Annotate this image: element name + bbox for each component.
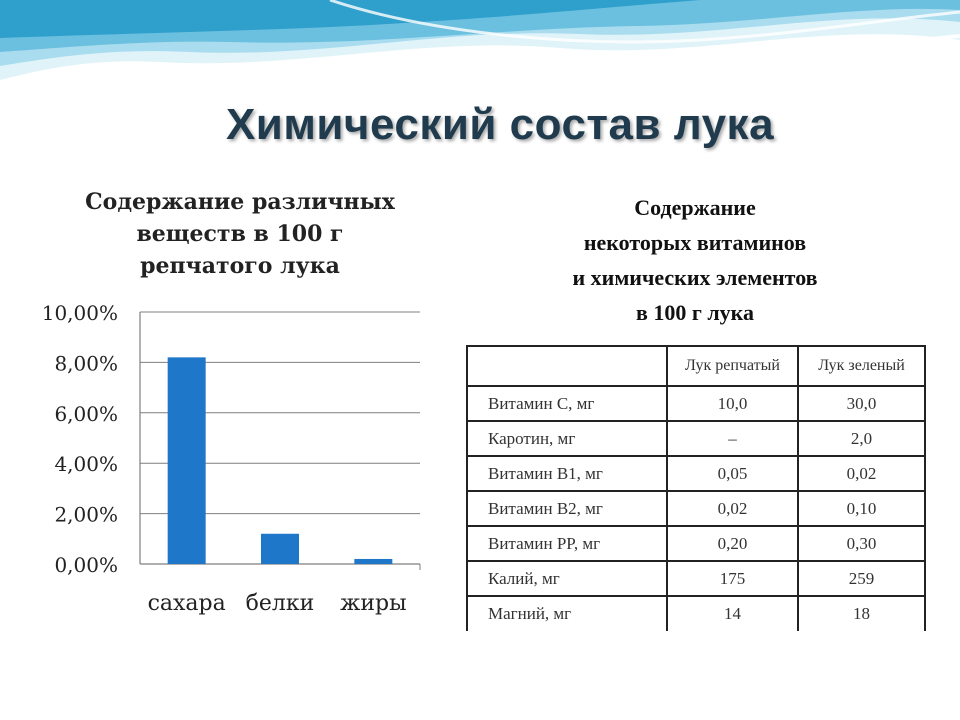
header-cell: Лук репчатый — [667, 346, 798, 386]
cell-value: 14 — [667, 596, 798, 631]
table-row — [467, 421, 925, 456]
cell-value: 0,10 — [798, 491, 925, 526]
cell-value: 0,02 — [798, 456, 925, 491]
row-label: Витамин PP, мг — [467, 526, 667, 561]
table-row — [467, 456, 925, 491]
header-cell: Лук зеленый — [798, 346, 925, 386]
x-tick-label: жиры — [340, 591, 407, 616]
bar-chart — [0, 290, 440, 620]
x-tick-labels — [148, 591, 407, 616]
table-row — [467, 596, 925, 631]
header-cell — [467, 346, 667, 386]
cell-value: 0,05 — [667, 456, 798, 491]
vitamins-table — [466, 345, 926, 631]
chart-caption: Содержание различных веществ в 100 г репчатого лука — [85, 189, 395, 279]
table-caption-line: некоторых витаминов — [583, 230, 807, 255]
table-row — [467, 561, 925, 596]
table-caption-line: Содержание — [634, 195, 756, 220]
cell-value: 0,02 — [667, 491, 798, 526]
cell-value: 0,30 — [798, 526, 925, 561]
bar-1 — [168, 357, 206, 564]
y-tick-label: 10,00% — [41, 301, 118, 325]
table-row — [467, 526, 925, 561]
table-row — [467, 386, 925, 421]
y-tick-label: 0,00% — [54, 553, 118, 577]
cell-value: 2,0 — [798, 421, 925, 456]
x-tick-label: сахара — [147, 591, 226, 616]
row-label: Магний, мг — [467, 596, 667, 631]
table-caption-line: в 100 г лука — [635, 300, 755, 325]
table-caption — [530, 190, 860, 330]
cell-value: 175 — [667, 561, 798, 596]
cell-value: – — [667, 421, 798, 456]
cell-value: 18 — [798, 596, 925, 631]
row-label: Витамин B2, мг — [467, 491, 667, 526]
y-tick-labels — [42, 301, 118, 577]
x-tick-label: белки — [245, 591, 315, 616]
chart-bars — [168, 357, 393, 564]
table-row — [467, 491, 925, 526]
cell-value: 0,20 — [667, 526, 798, 561]
y-tick-label: 2,00% — [54, 502, 118, 527]
cell-value: 259 — [798, 561, 925, 596]
y-tick-label: 8,00% — [54, 351, 118, 376]
table-caption-line: и химических элементов — [572, 265, 818, 290]
bar-2 — [261, 534, 299, 564]
slide-title: Химический состав лука — [225, 100, 775, 149]
cell-value: 10,0 — [667, 386, 798, 421]
row-label: Каротин, мг — [467, 421, 667, 456]
y-tick-label: 6,00% — [54, 401, 118, 426]
table-header-row — [467, 346, 925, 386]
cell-value: 30,0 — [798, 386, 925, 421]
bar-3 — [354, 559, 392, 564]
row-label: Витамин С, мг — [467, 386, 667, 421]
y-tick-label: 4,00% — [54, 452, 118, 477]
row-label: Витамин B1, мг — [467, 456, 667, 491]
row-label: Калий, мг — [467, 561, 667, 596]
